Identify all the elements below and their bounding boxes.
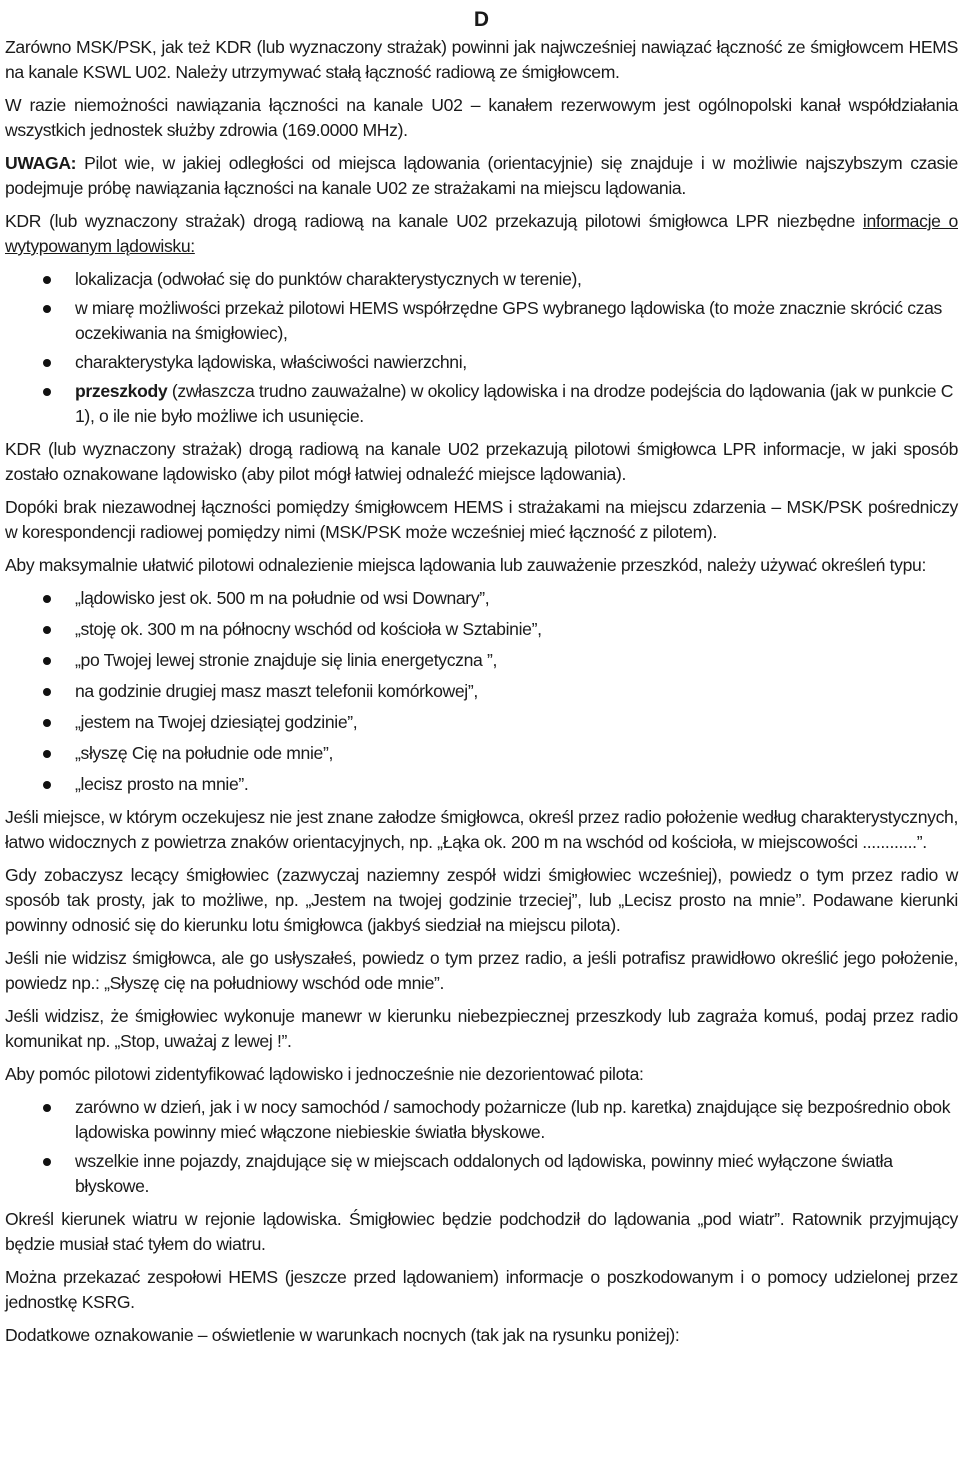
section-letter: D	[473, 8, 490, 31]
list-item: „jestem na Twojej dziesiątej godzinie”,	[5, 710, 958, 735]
bullet-icon	[43, 359, 51, 367]
warning-label: UWAGA:	[5, 153, 77, 173]
bullet-icon	[43, 595, 51, 603]
bullet-icon	[43, 781, 51, 789]
bullet-icon	[43, 1158, 51, 1166]
bullet-icon	[43, 388, 51, 396]
bullet-icon	[43, 688, 51, 696]
list-item: w miarę możliwości przekaż pilotowi HEMS współrzędne GPS wybranego lądowiska (to może znacznie skrócić czas oczekiwania na śmigłowiec),	[5, 296, 958, 346]
list-item: zarówno w dzień, jak i w nocy samochód / samochody pożarnicze (lub np. karetka) znajdujące się bezpośrednio obok lądowiska powinny mieć włączone niebieskie światła błyskowe.	[5, 1095, 958, 1145]
landing-info-list	[5, 267, 958, 429]
paragraph-marking-info: KDR (lub wyznaczony strażak) drogą radiową na kanale U02 przekazują pilotowi śmigłowca LPR informacje, w jaki sposób zostało oznakowane lądowisko (aby pilot mógł łatwiej odnaleźć miejsce lądowania).	[5, 439, 958, 484]
phrases-list	[5, 586, 958, 797]
list-item: „lecisz prosto na mnie”.	[5, 772, 958, 797]
lights-list	[5, 1095, 958, 1199]
list-item: „słyszę Cię na południe ode mnie”,	[5, 741, 958, 766]
warning-text: Pilot wie, w jakiej odległości od miejsca lądowania (orientacyjnie) się znajduje i w możliwie najszybszym czasie podejmuje próbę nawiązania łączności na kanale U02 ze strażakami na miejscu lądowania.	[5, 153, 958, 198]
underlined-phrase: informacje o wytypowanym lądowisku:	[5, 211, 958, 256]
paragraph-danger: Jeśli widzisz, że śmigłowiec wykonuje manewr w kierunku niebezpiecznej przeszkody lub zagraża komuś, podaj przez radio komunikat np. „Stop, uważaj z lewej !”.	[5, 1006, 958, 1051]
bullet-icon	[43, 305, 51, 313]
paragraph-night-marking: Dodatkowe oznakowanie – oświetlenie w warunkach nocnych (tak jak na rysunku poniżej):	[5, 1325, 680, 1345]
paragraph-unknown-location: Jeśli miejsce, w którym oczekujesz nie jest znane załodze śmigłowca, określ przez radio położenie według charakterystycznych, łatwo widocznych z powietrza znaków orientacyjnych, np. „Łąka ok. 200 m na wschód od kościoła, w miejscowości ............”.	[5, 807, 958, 852]
paragraph-landing-info-intro: KDR (lub wyznaczony strażak) drogą radiową na kanale U02 przekazują pilotowi śmigłowca LPR niezbędne informacje o wytypowanym lądowisku:	[5, 211, 958, 256]
bullet-icon	[43, 719, 51, 727]
list-item: „lądowisko jest ok. 500 m na południe od wsi Downary”,	[5, 586, 958, 611]
list-item: lokalizacja (odwołać się do punktów charakterystycznych w terenie),	[5, 267, 958, 292]
paragraph-patient-info: Można przekazać zespołowi HEMS (jeszcze przed lądowaniem) informacje o poszkodowanym i o pomocy udzielonej przez jednostkę KSRG.	[5, 1267, 958, 1312]
list-item: „po Twojej lewej stronie znajduje się linia energetyczna ”,	[5, 648, 958, 673]
list-item: na godzinie drugiej masz maszt telefonii komórkowej”,	[5, 679, 958, 704]
paragraph-warning	[5, 151, 958, 201]
paragraph-contact-hems: Zarówno MSK/PSK, jak też KDR (lub wyznaczony strażak) powinni jak najwcześniej nawiązać łączność ze śmigłowcem HEMS na kanale KSWL U02. Należy utrzymywać stałą łączność radiową ze śmigłowcem.	[5, 37, 958, 82]
paragraph-see-helicopter: Gdy zobaczysz lecący śmigłowiec (zazwyczaj naziemny zespół widzi śmigłowiec wcześniej), powiedz o tym przez radio w sposób tak prosty, jak to możliwe, np. „Jestem na twojej godzinie trzeciej”, lub „Lecisz prosto na mnie”. Podawane kierunki powinny odnosić się do kierunku lotu śmigłowca (jakbyś siedział na miejscu pilota).	[5, 865, 958, 935]
list-item: „stoję ok. 300 m na północny wschód od kościoła w Sztabinie”,	[5, 617, 958, 642]
paragraph-hear-helicopter: Jeśli nie widzisz śmigłowca, ale go usłyszałeś, powiedz o tym przez radio, a jeśli potrafisz prawidłowo określić jego położenie, powiedz np.: „Słyszę cię na południowy wschód ode mnie”.	[5, 948, 958, 993]
paragraph-phrases-intro: Aby maksymalnie ułatwić pilotowi odnalezienie miejsca lądowania lub zauważenie przeszkód, należy używać określeń typu:	[5, 555, 926, 575]
list-item: wszelkie inne pojazdy, znajdujące się w miejscach oddalonych od lądowiska, powinny mieć wyłączone światła błyskowe.	[5, 1149, 958, 1199]
paragraph-identify-intro: Aby pomóc pilotowi zidentyfikować lądowisko i jednocześnie nie dezorientować pilota:	[5, 1064, 644, 1084]
paragraph-reserve-channel: W razie niemożności nawiązania łączności na kanale U02 – kanałem rezerwowym jest ogólnopolski kanał współdziałania wszystkich jednostek służby zdrowia (169.0000 MHz).	[5, 95, 958, 140]
bullet-icon	[43, 657, 51, 665]
bullet-icon	[43, 1104, 51, 1112]
bullet-icon	[43, 750, 51, 758]
list-item: charakterystyka lądowiska, właściwości nawierzchni,	[5, 350, 958, 375]
paragraph-wind: Określ kierunek wiatru w rejonie lądowiska. Śmigłowiec będzie podchodził do lądowania „pod wiatr”. Ratownik przyjmujący będzie musiał stać tyłem do wiatru.	[5, 1209, 958, 1254]
list-item: przeszkody (zwłaszcza trudno zauważalne) w okolicy lądowiska i na drodze podejścia do lądowania (jak w punkcie C 1), o ile nie było możliwe ich usunięcie.	[5, 379, 958, 429]
paragraph-relay: Dopóki brak niezawodnej łączności pomiędzy śmigłowcem HEMS i strażakami na miejscu zdarzenia – MSK/PSK pośredniczy w korespondencji radiowej pomiędzy nimi (MSK/PSK może wcześniej mieć łączność z pilotem).	[5, 497, 958, 542]
bullet-icon	[43, 276, 51, 284]
bullet-icon	[43, 626, 51, 634]
